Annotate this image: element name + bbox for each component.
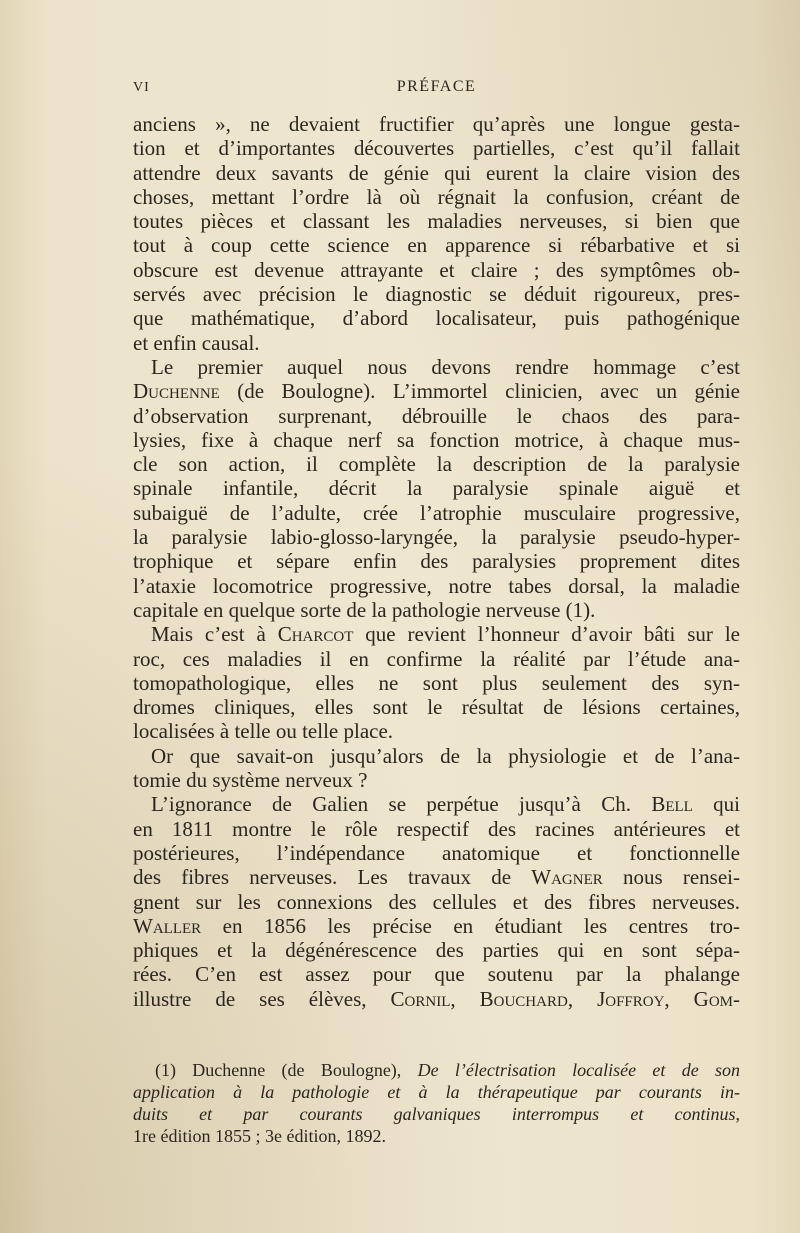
text-line: gnent sur les connexions des cellules et des fibres nerveuses. bbox=[133, 889, 740, 914]
text-line: choses, mettant l’ordre là où régnait la confusion, créant de bbox=[133, 184, 740, 209]
text-line: roc, ces maladies il en confirme la réalité par l’étude ana- bbox=[133, 646, 740, 671]
text-line: anciens », ne devaient fructifier qu’après une longue gesta- bbox=[133, 112, 740, 136]
page-header bbox=[133, 76, 740, 102]
text-line bbox=[133, 622, 740, 646]
text-fragment: nous rensei- bbox=[602, 865, 741, 890]
text-line: obscure est devenue attrayante et claire ; des symptômes ob- bbox=[133, 257, 740, 282]
text-fragment: (de Boulogne). L’immortel clinicien, avec un génie bbox=[219, 379, 740, 404]
author-name: Gom- bbox=[693, 986, 741, 1011]
text-fragment: qui bbox=[692, 792, 740, 817]
footnote-line bbox=[133, 1059, 740, 1081]
text-line bbox=[133, 379, 740, 403]
author-name: Duchenne bbox=[133, 379, 220, 404]
author-name: Joffroy bbox=[597, 986, 665, 1011]
text-line: Or que savait-on jusqu’alors de la physiologie et de l’ana- bbox=[151, 743, 740, 768]
text-fragment: que revient l’honneur d’avoir bâti sur le bbox=[353, 622, 740, 647]
text-fragment: Mais c’est à bbox=[151, 622, 278, 647]
text-fragment: , bbox=[450, 986, 480, 1011]
text-line: servés avec précision le diagnostic se déduit rigoureux, pres- bbox=[133, 282, 740, 307]
book-title: duits et par courants galvaniques interrompus et continus bbox=[133, 1104, 736, 1124]
text-line: subaiguë de l’adulte, crée l’atrophie musculaire progressive, bbox=[133, 500, 740, 525]
text-line: et enfin causal. bbox=[133, 330, 260, 355]
text-line bbox=[133, 865, 740, 889]
text-line: la paralysie labio-glosso-laryngée, la paralysie pseudo-hyper- bbox=[133, 525, 740, 550]
main-text bbox=[133, 112, 740, 1011]
text-line: tomie du système nerveux ? bbox=[133, 768, 368, 793]
footnote-line bbox=[133, 1103, 740, 1125]
text-fragment: (1) Duchenne (de Boulogne), bbox=[155, 1060, 418, 1080]
text-line: lysies, fixe à chaque nerf sa fonction motrice, à chaque mus- bbox=[133, 427, 740, 452]
text-line: d’observation surprenant, débrouille le chaos des para- bbox=[133, 403, 740, 428]
text-line: tout à coup cette science en apparence si rébarbative et si bbox=[133, 233, 740, 258]
text-fragment: , bbox=[664, 986, 694, 1011]
text-line: cle son action, il complète la description de la paralysie bbox=[133, 452, 740, 477]
text-line: phiques et la dégénérescence des parties qui en sont sépa- bbox=[133, 938, 740, 963]
text-line: tomopathologique, elles ne sont plus seulement des syn- bbox=[133, 670, 740, 695]
text-line: capitale en quelque sorte de la pathologie nerveuse (1). bbox=[133, 597, 596, 622]
author-name: Cornil bbox=[390, 986, 451, 1011]
text-line bbox=[133, 914, 740, 938]
text-line: localisées à telle ou telle place. bbox=[133, 719, 394, 744]
text-fragment: L’ignorance de Galien se perpétue jusqu’à Ch. bbox=[151, 792, 652, 817]
author-name: Bouchard bbox=[479, 986, 568, 1011]
text-line: que mathématique, d’abord localisateur, puis pathogénique bbox=[133, 306, 740, 331]
author-name: Charcot bbox=[277, 622, 354, 647]
footnote-line: 1re édition 1855 ; 3e édition, 1892. bbox=[133, 1126, 386, 1146]
text-line: l’ataxie locomotrice progressive, notre tabes dorsal, la maladie bbox=[133, 573, 740, 598]
footnote-line: application à la pathologie et à la thérapeutique par courants in- bbox=[133, 1082, 740, 1102]
text-line: dromes cliniques, elles sont le résultat de lésions certaines, bbox=[133, 695, 740, 720]
text-line: rées. C’en est assez pour que soutenu par la phalange bbox=[133, 962, 740, 987]
text-line bbox=[133, 987, 740, 1011]
text-line: Le premier auquel nous devons rendre hommage c’est bbox=[151, 354, 740, 379]
text-line: spinale infantile, décrit la paralysie spinale aiguë et bbox=[133, 476, 740, 501]
footnote bbox=[133, 1059, 740, 1147]
text-fragment: des fibres nerveuses. Les travaux de bbox=[133, 865, 532, 890]
text-fragment: , bbox=[567, 986, 598, 1011]
author-name: Bell bbox=[651, 792, 693, 817]
text-line: toutes pièces et classant les maladies nerveuses, si bien que bbox=[133, 209, 740, 234]
text-fragment: illustre de ses élèves, bbox=[133, 986, 391, 1011]
book-title: De l’électrisation localisée et de son bbox=[417, 1060, 740, 1080]
author-name: Wagner bbox=[531, 865, 603, 890]
text-line: en 1811 montre le rôle respectif des racines antérieures et bbox=[133, 816, 740, 841]
text-line bbox=[133, 792, 740, 816]
text-line: attendre deux savants de génie qui eurent la claire vision des bbox=[133, 160, 740, 185]
text-fragment: en 1856 les précise en étudiant les centres tro- bbox=[201, 913, 740, 938]
text-line: trophique et sépare enfin des paralysies proprement dites bbox=[133, 549, 740, 574]
text-fragment: , bbox=[735, 1104, 740, 1124]
text-line: tion et d’importantes découvertes partielles, c’est qu’il fallait bbox=[133, 136, 740, 161]
author-name: Waller bbox=[133, 913, 202, 938]
page-number: VI bbox=[133, 80, 150, 95]
running-title: PRÉFACE bbox=[396, 78, 477, 95]
text-line: postérieures, l’indépendance anatomique et fonctionnelle bbox=[133, 840, 740, 865]
